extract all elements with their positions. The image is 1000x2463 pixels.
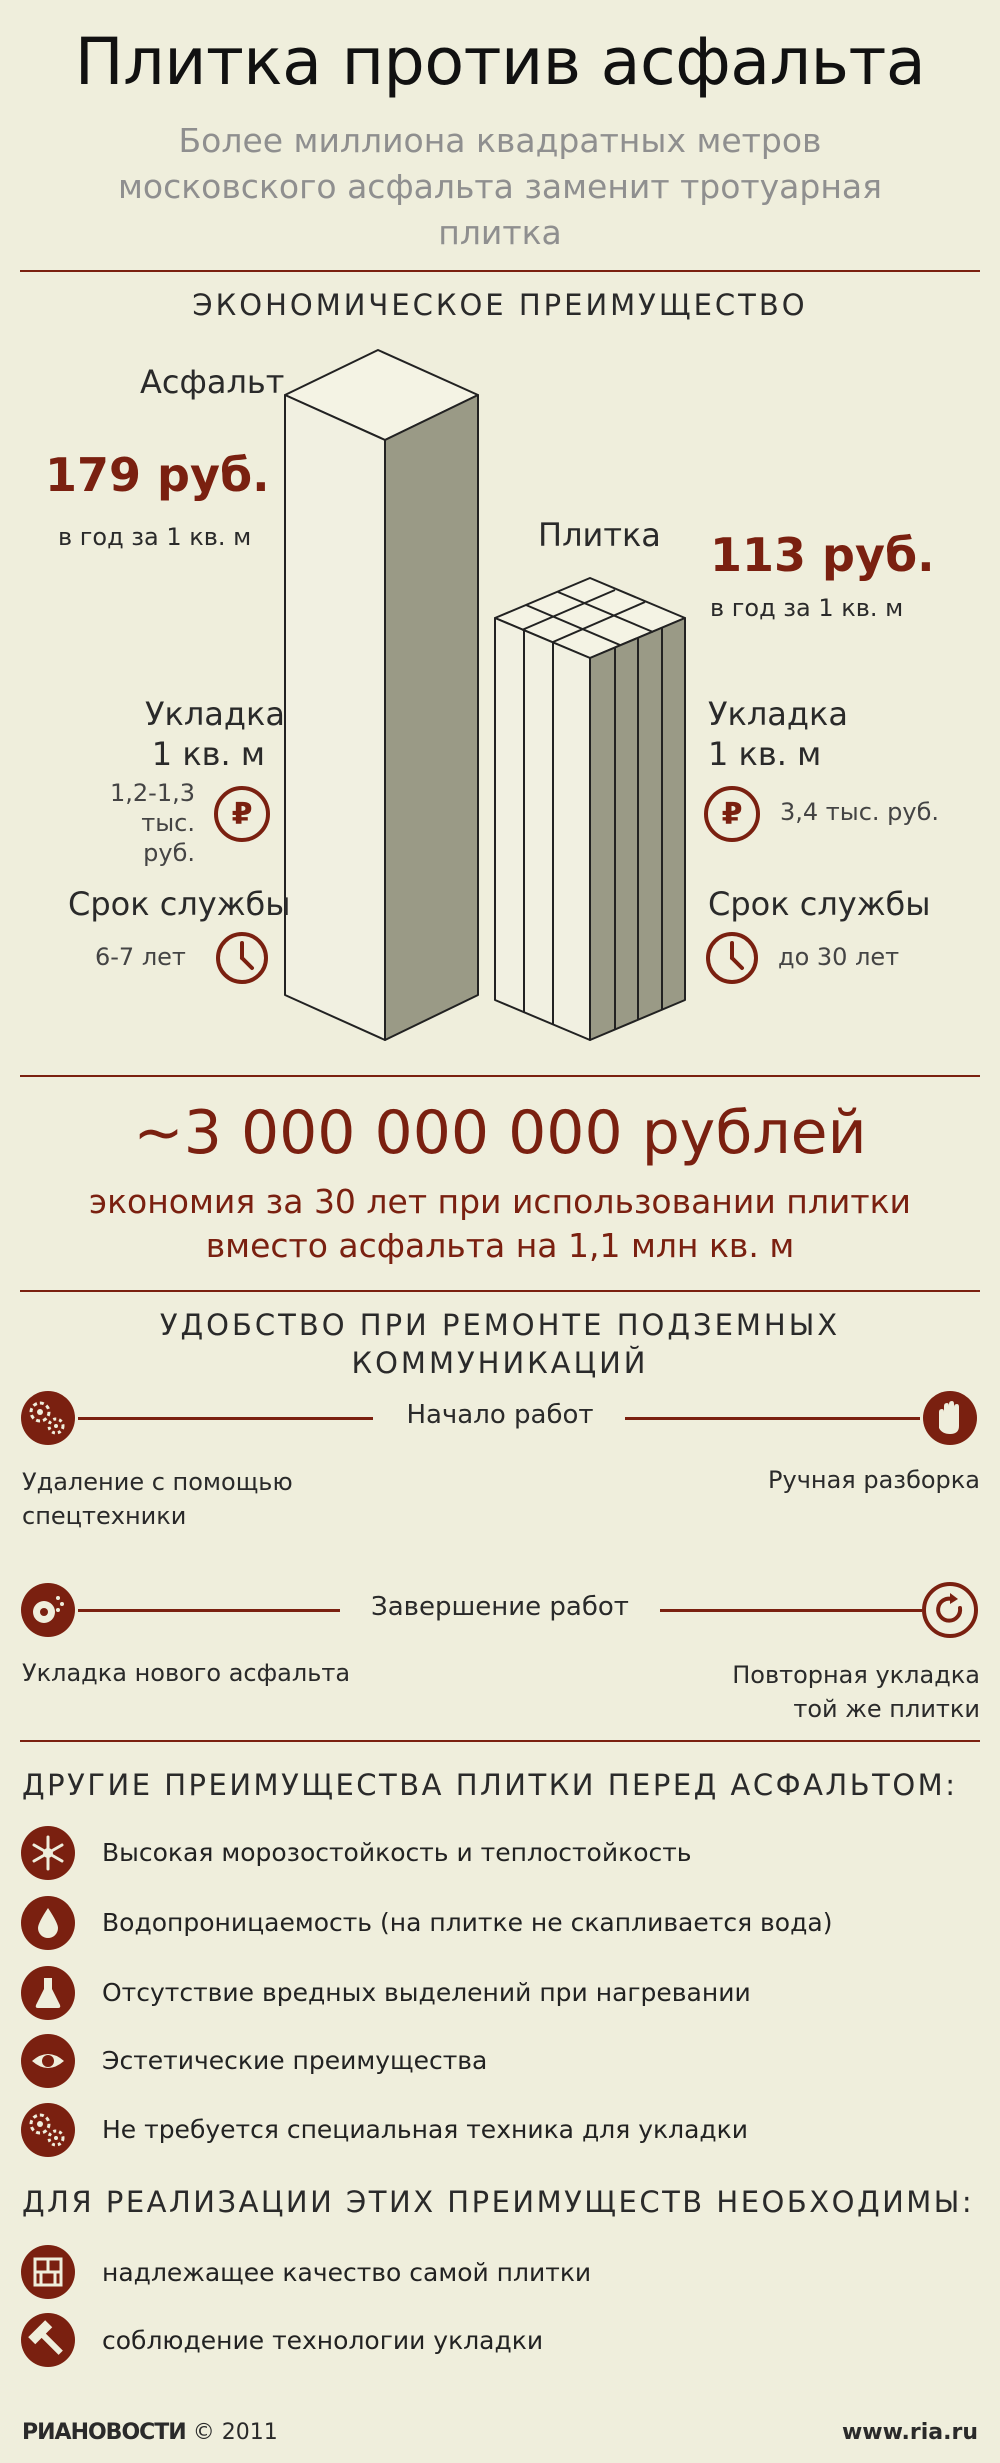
ruble-icon: ₽ — [214, 786, 270, 842]
start-works-left-line1: Удаление с помощью — [22, 1468, 293, 1496]
end-works-right-line2: той же плитки — [793, 1695, 980, 1723]
blocks-illustration — [270, 340, 710, 1060]
gears-icon — [20, 1390, 76, 1446]
savings-note-line2: вместо асфальта на 1,1 млн кв. м — [205, 1226, 795, 1265]
savings-note-line1: экономия за 30 лет при использовании плитки — [89, 1182, 911, 1221]
divider — [20, 1740, 980, 1742]
page-subtitle — [60, 118, 940, 256]
other-item-text: Высокая морозостойкость и теплостойкость — [102, 1838, 692, 1867]
copyright: © 2011 — [192, 2420, 278, 2445]
required-heading: ДЛЯ РЕАЛИЗАЦИИ ЭТИХ ПРЕИМУЩЕСТВ НЕОБХОДИМЫ: — [22, 2185, 975, 2219]
asphalt-price-note: в год за 1 кв. м — [58, 523, 252, 551]
other-item-text: Водопроницаемость (на плитке не скапливается вода) — [102, 1908, 833, 1937]
page-title: Плитка против асфальта — [74, 25, 926, 100]
snowflake-icon — [20, 1825, 76, 1881]
asphalt-laying-label-line1: Укладка — [145, 695, 285, 733]
asphalt-price: 179 руб. — [45, 448, 270, 502]
other-heading: ДРУГИЕ ПРЕИМУЩЕСТВА ПЛИТКИ ПЕРЕД АСФАЛЬТОМ: — [22, 1768, 958, 1802]
connector-line — [625, 1417, 920, 1420]
asphalt-laying-cost-line2: тыс. руб. — [141, 809, 195, 867]
start-works-label: Начало работ — [406, 1400, 594, 1430]
start-works-right: Ручная разборка — [768, 1466, 980, 1494]
tile-price: 113 руб. — [710, 528, 935, 582]
divider — [20, 1290, 980, 1292]
end-works-left: Укладка нового асфальта — [22, 1659, 351, 1687]
repair-heading-line2: КОММУНИКАЦИЙ — [351, 1346, 649, 1380]
clock-icon — [704, 930, 760, 986]
end-works-right-line1: Повторная укладка — [732, 1661, 980, 1689]
tile-laying-label — [708, 694, 848, 774]
asphalt-block — [285, 350, 478, 1040]
other-item-text: Не требуется специальная техника для укладки — [102, 2115, 749, 2144]
asphalt-laying-cost — [85, 778, 195, 868]
tile-laying-label-line1: Укладка — [708, 695, 848, 733]
tile-pattern-icon — [20, 2244, 76, 2300]
required-item-text: надлежащее качество самой плитки — [102, 2258, 592, 2287]
tile-service-label: Срок службы — [708, 885, 931, 923]
ruble-icon: ₽ — [704, 786, 760, 842]
other-item-text: Отсутствие вредных выделений при нагревании — [102, 1978, 751, 2007]
tile-block — [495, 578, 685, 1040]
refresh-icon — [922, 1582, 978, 1638]
asphalt-laying-cost-line1: 1,2-1,3 — [110, 779, 195, 807]
clock-icon — [214, 930, 270, 986]
asphalt-laying-label — [145, 694, 285, 774]
start-works-left — [22, 1465, 293, 1533]
asphalt-laying-label-line2: 1 кв. м — [151, 735, 265, 773]
end-works-label: Завершение работ — [371, 1592, 629, 1622]
hand-icon — [922, 1390, 978, 1446]
divider — [20, 1075, 980, 1077]
repair-heading — [0, 1306, 1000, 1382]
footer-site-link[interactable]: www.ria.ru — [841, 2420, 978, 2445]
asphalt-service-value: 6-7 лет — [95, 943, 186, 971]
divider — [20, 270, 980, 272]
tile-laying-cost: 3,4 тыс. руб. — [780, 798, 940, 826]
gears-icon — [20, 2102, 76, 2158]
savings-note — [0, 1180, 1000, 1268]
subtitle-line-3: плитка — [438, 213, 562, 252]
tile-label: Плитка — [538, 516, 661, 554]
eye-icon — [20, 2033, 76, 2089]
start-works-left-line2: спецтехники — [22, 1502, 187, 1530]
repair-heading-line1: УДОБСТВО ПРИ РЕМОНТЕ ПОДЗЕМНЫХ — [159, 1308, 841, 1342]
end-works-right — [620, 1658, 980, 1726]
required-item-text: соблюдение технологии укладки — [102, 2326, 544, 2355]
savings-amount: ~3 000 000 000 рублей — [133, 1098, 867, 1168]
tile-service-value: до 30 лет — [778, 943, 900, 971]
tile-price-note: в год за 1 кв. м — [710, 594, 904, 622]
connector-line — [78, 1417, 373, 1420]
subtitle-line-1: Более миллиона квадратных метров — [178, 121, 822, 160]
flask-icon — [20, 1965, 76, 2021]
economic-heading: ЭКОНОМИЧЕСКОЕ ПРЕИМУЩЕСТВО — [192, 288, 808, 322]
brand-logo: РИАНОВОСТИ — [22, 2420, 186, 2445]
subtitle-line-2: московского асфальта заменит тротуарная — [118, 167, 882, 206]
water-drop-icon — [20, 1895, 76, 1951]
connector-line — [78, 1609, 340, 1612]
tile-laying-label-line2: 1 кв. м — [708, 735, 822, 773]
asphalt-service-label: Срок службы — [68, 885, 291, 923]
footer-credit — [22, 2420, 278, 2445]
roller-icon — [20, 1582, 76, 1638]
hammer-icon — [20, 2312, 76, 2368]
asphalt-label: Асфальт — [140, 363, 285, 401]
connector-line — [660, 1609, 922, 1612]
other-item-text: Эстетические преимущества — [102, 2046, 488, 2075]
